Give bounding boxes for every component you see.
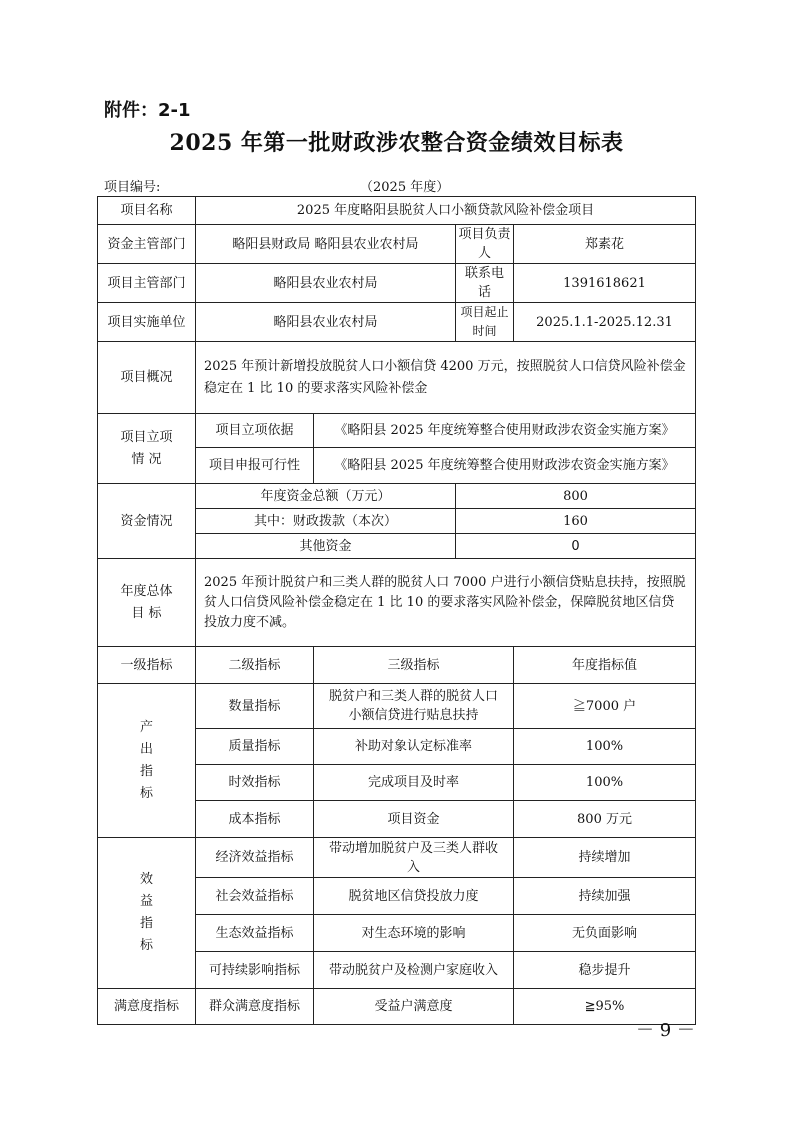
project-name-value: 2025 年度略阳县脱贫人口小额贷款风险补偿金项目 [196, 197, 696, 225]
output-indicator-label: 产 出 指 标 [98, 684, 196, 838]
table-row [98, 838, 696, 878]
setup-label [98, 414, 196, 484]
goal-value: 2025 年预计脱贫户和三类人群的脱贫人口 7000 户进行小额信贷贴息扶持，按照脱贫人口信贷风险补偿金稳定在 1 比 10 的要求落实风险补偿金，保障脱贫地区信贷投放力度不减。 [196, 559, 696, 647]
satisfaction-level1: 满意度指标 [98, 989, 196, 1025]
table-row [98, 559, 696, 647]
benefit-value: 无负面影响 [514, 915, 696, 952]
benefit-level2: 社会效益指标 [196, 878, 314, 915]
goal-label-line2: 目 标 [131, 605, 162, 621]
table-row [98, 225, 696, 264]
satisfaction-level2: 群众满意度指标 [196, 989, 314, 1025]
fund-dept-value: 略阳县财政局 略阳县农业农村局 [196, 225, 456, 264]
output-value: 100% [514, 729, 696, 765]
project-dept-value: 略阳县农业农村局 [196, 264, 456, 303]
benefit-value: 持续增加 [514, 838, 696, 878]
table-row [98, 484, 696, 509]
project-dept-label: 项目主管部门 [98, 264, 196, 303]
benefit-level3: 带动脱贫户及检测户家庭收入 [314, 952, 514, 989]
fund-dept-label: 资金主管部门 [98, 225, 196, 264]
funds-fiscal-value: 160 [456, 509, 696, 534]
output-level3: 补助对象认定标准率 [314, 729, 514, 765]
output-value: ≧7000 户 [514, 684, 696, 729]
output-level2: 质量指标 [196, 729, 314, 765]
benefit-indicator-label: 效 益 指 标 [98, 838, 196, 989]
setup-label-line2: 情 况 [131, 451, 162, 467]
page-title: 2025 年第一批财政涉农整合资金绩效目标表 [169, 130, 624, 156]
funds-fiscal-label: 其中：财政拨款（本次） [196, 509, 456, 534]
table-row [98, 989, 696, 1025]
output-level2: 数量指标 [196, 684, 314, 729]
table-row [98, 684, 696, 729]
indicator-header-row [98, 647, 696, 684]
funds-total-label: 年度资金总额（万元） [196, 484, 456, 509]
setup-label-line1: 项目立项 [120, 429, 173, 445]
benefit-level2: 可持续影响指标 [196, 952, 314, 989]
output-level3: 完成项目及时率 [314, 765, 514, 801]
project-name-label: 项目名称 [98, 197, 196, 225]
overview-label: 项目概况 [98, 342, 196, 414]
funds-label: 资金情况 [98, 484, 196, 559]
benefit-level3: 对生态环境的影响 [314, 915, 514, 952]
feasibility-value: 《略阳县 2025 年度统筹整合使用财政涉农资金实施方案》 [314, 448, 696, 484]
feasibility-label: 项目申报可行性 [196, 448, 314, 484]
satisfaction-level3: 受益户满意度 [314, 989, 514, 1025]
output-level3: 脱贫户和三类人群的脱贫人口小额信贷进行贴息扶持 [314, 684, 514, 729]
output-value: 100% [514, 765, 696, 801]
table-row [98, 414, 696, 448]
performance-table [97, 196, 696, 1025]
page-number: － 9 － [636, 1020, 695, 1041]
benefit-level3: 带动增加脱贫户及三类人群收入 [314, 838, 514, 878]
project-number-label: 项目编号: [104, 180, 161, 195]
phone-label: 联系电话 [456, 264, 514, 303]
goal-label-line1: 年度总体 [120, 583, 173, 599]
impl-unit-label: 项目实施单位 [98, 303, 196, 342]
header-level1: 一级指标 [98, 647, 196, 684]
goal-label [98, 559, 196, 647]
table-row [98, 342, 696, 414]
attachment-label: 附件：2-1 [104, 100, 191, 121]
benefit-value: 持续加强 [514, 878, 696, 915]
period-value: 2025.1.1-2025.12.31 [514, 303, 696, 342]
basis-value: 《略阳县 2025 年度统筹整合使用财政涉农资金实施方案》 [314, 414, 696, 448]
output-level2: 成本指标 [196, 801, 314, 838]
basis-label: 项目立项依据 [196, 414, 314, 448]
output-value: 800 万元 [514, 801, 696, 838]
period-label: 项目起止时间 [456, 303, 514, 342]
funds-other-value: 0 [456, 534, 696, 559]
satisfaction-value: ≧95% [514, 989, 696, 1025]
benefit-value: 稳步提升 [514, 952, 696, 989]
overview-value: 2025 年预计新增投放脱贫人口小额信贷 4200 万元，按照脱贫人口信贷风险补偿金稳定在 1 比 10 的要求落实风险补偿金 [196, 342, 696, 414]
impl-unit-value: 略阳县农业农村局 [196, 303, 456, 342]
output-level3: 项目资金 [314, 801, 514, 838]
funds-other-label: 其他资金 [196, 534, 456, 559]
table-row [98, 303, 696, 342]
year-label: （2025 年度） [360, 180, 450, 195]
header-value: 年度指标值 [514, 647, 696, 684]
benefit-level3: 脱贫地区信贷投放力度 [314, 878, 514, 915]
header-level3: 三级指标 [314, 647, 514, 684]
benefit-level2: 生态效益指标 [196, 915, 314, 952]
benefit-level2: 经济效益指标 [196, 838, 314, 878]
leader-value: 郑素花 [514, 225, 696, 264]
header-level2: 二级指标 [196, 647, 314, 684]
funds-total-value: 800 [456, 484, 696, 509]
table-row [98, 197, 696, 225]
leader-label: 项目负责人 [456, 225, 514, 264]
phone-value: 1391618621 [514, 264, 696, 303]
table-row [98, 264, 696, 303]
output-level2: 时效指标 [196, 765, 314, 801]
